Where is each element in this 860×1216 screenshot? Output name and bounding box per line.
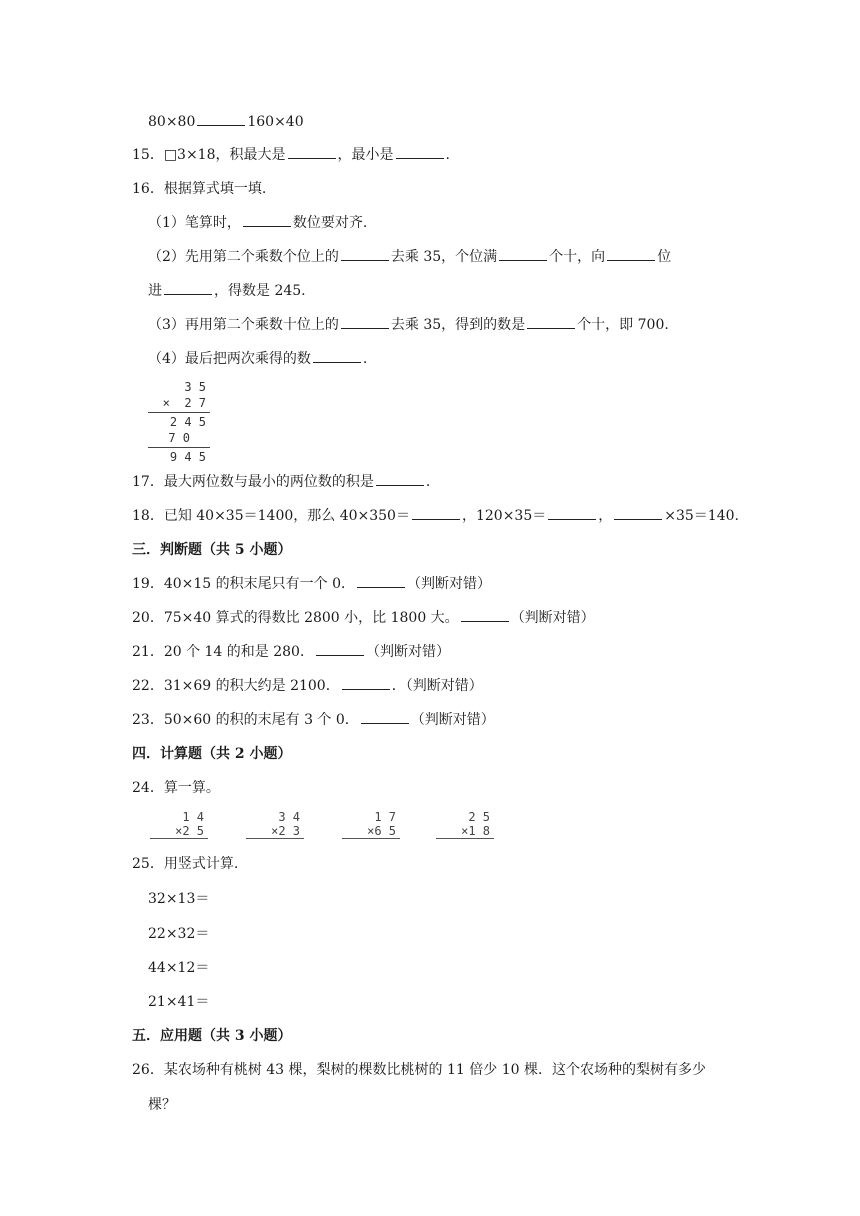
answer-blank[interactable] <box>376 473 424 486</box>
calc-problem-1 <box>150 808 208 844</box>
calc-row-1: 32×13＝ <box>148 891 210 907</box>
vm-row-1: 3 5 <box>184 380 206 394</box>
vm-row-4: 7 0 <box>168 431 190 445</box>
calc-rule <box>342 838 400 839</box>
question-17: 17．最大两位数与最小的两位数的积是 . <box>132 474 431 490</box>
answer-blank[interactable] <box>342 677 390 690</box>
calc-problem-4 <box>436 808 494 844</box>
answer-blank[interactable] <box>499 248 547 261</box>
calc-problem-2 <box>246 808 304 844</box>
calc-top: 3 4 <box>278 810 300 824</box>
calc-top: 1 4 <box>182 810 204 824</box>
question-22: 22．31×69 的积大约是 2100． ．（判断对错） <box>132 678 483 694</box>
answer-blank[interactable] <box>316 643 364 656</box>
question-18: 18．已知 40×35＝1400，那么 40×350＝ ，120×35＝ ， ×35＝140. <box>132 508 739 524</box>
calc-bottom: ×1 8 <box>461 824 490 838</box>
question-16-1: （1）笔算时， 数位要对齐. <box>148 215 368 231</box>
calc-row-2: 22×32＝ <box>148 926 210 942</box>
answer-blank[interactable] <box>341 248 389 261</box>
question-15: 15．□3×18，积最大是 ，最小是 . <box>132 147 450 163</box>
section-4-heading: 四．计算题（共 2 小题） <box>132 746 292 762</box>
question-19: 19．40×15 的积末尾只有一个 0． （判断对错） <box>132 576 491 592</box>
answer-blank[interactable] <box>396 146 444 159</box>
calc-row-3: 44×12＝ <box>148 960 210 976</box>
calc-bottom: ×2 3 <box>271 824 300 838</box>
answer-blank[interactable] <box>313 350 361 363</box>
section-3-heading: 三．判断题（共 5 小题） <box>132 542 292 558</box>
answer-blank[interactable] <box>357 575 405 588</box>
question-16-2: （2）先用第二个乘数个位上的 去乘 35，个位满 个十，向 位 <box>148 249 672 265</box>
calc-top: 2 5 <box>468 810 490 824</box>
question-16-2-cont: 进 ，得数是 245. <box>148 283 306 299</box>
calc-rule <box>150 838 208 839</box>
answer-blank[interactable] <box>341 316 389 329</box>
calc-problem-3 <box>342 808 400 844</box>
vm-row-3: 2 4 5 <box>169 415 206 429</box>
answer-blank[interactable] <box>548 507 596 520</box>
calc-row-4: 21×41＝ <box>148 994 210 1010</box>
vm-rule <box>148 447 210 448</box>
question-24: 24．算一算。 <box>132 780 220 796</box>
answer-blank[interactable] <box>412 507 460 520</box>
answer-blank[interactable] <box>243 214 291 227</box>
section-5-heading: 五．应用题（共 3 小题） <box>132 1028 292 1044</box>
answer-blank[interactable] <box>361 711 409 724</box>
vertical-multiplication <box>148 378 212 464</box>
answer-blank[interactable] <box>461 609 509 622</box>
question-26: 26．某农场种有桃树 43 棵，梨树的棵数比桃树的 11 倍少 10 棵．这个农场种的梨树有多少 <box>132 1062 706 1078</box>
question-26-cont: 棵？ <box>148 1097 176 1113</box>
answer-blank[interactable] <box>164 282 212 295</box>
calc-rule <box>436 838 494 839</box>
question-16-3: （3）再用第二个乘数十位上的 去乘 35，得到的数是 个十，即 700. <box>148 317 669 333</box>
vm-row-2: × 2 7 <box>162 396 206 410</box>
question-16: 16．根据算式填一填. <box>132 181 267 197</box>
question-21: 21．20 个 14 的和是 280． （判断对错） <box>132 644 450 660</box>
line-80x80: 80×80 160×40 <box>148 114 304 130</box>
calc-rule <box>246 838 304 839</box>
vm-rule <box>148 412 210 413</box>
calc-top: 1 7 <box>374 810 396 824</box>
question-20: 20．75×40 算式的得数比 2800 小，比 1800 大。 （判断对错） <box>132 610 595 626</box>
answer-blank[interactable] <box>288 146 336 159</box>
vm-row-5: 9 4 5 <box>169 450 206 464</box>
question-25: 25．用竖式计算. <box>132 856 239 872</box>
calc-bottom: ×6 5 <box>367 824 396 838</box>
answer-blank[interactable] <box>527 316 575 329</box>
question-16-4: （4）最后把两次乘得的数 . <box>148 351 368 367</box>
answer-blank[interactable] <box>607 248 655 261</box>
answer-blank[interactable] <box>197 113 245 126</box>
answer-blank[interactable] <box>614 507 662 520</box>
question-23: 23．50×60 的积的末尾有 3 个 0． （判断对错） <box>132 712 495 728</box>
calc-bottom: ×2 5 <box>175 824 204 838</box>
